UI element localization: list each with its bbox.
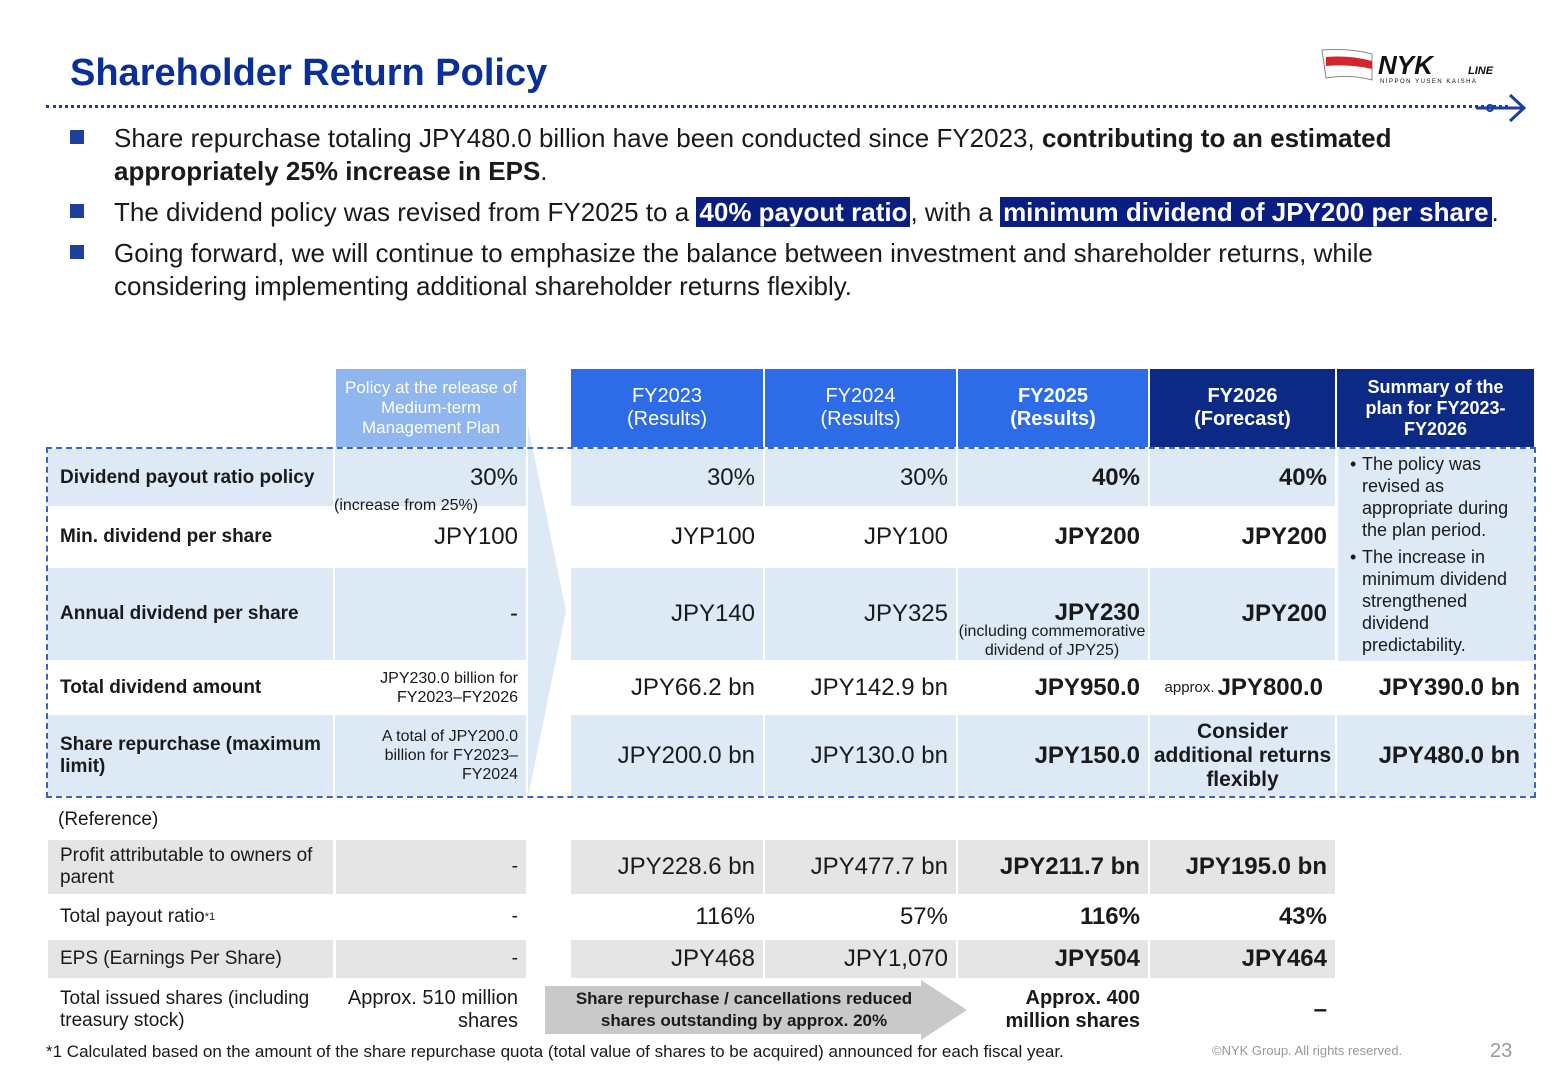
ref-payout-fy2023: 116% [695, 903, 755, 930]
ref-eps-policy: - [511, 948, 518, 969]
row-total-summary: JPY390.0 bn [1378, 673, 1520, 701]
ref-payout-fy2024: 57% [899, 903, 948, 930]
bullet-2-post: . [1491, 197, 1499, 227]
logo-brand: NYK [1378, 50, 1433, 80]
title-divider [46, 105, 1508, 108]
ref-payout-fy2026: 43% [1278, 903, 1327, 930]
row-mindiv-fy2026: JPY200 [1241, 523, 1327, 550]
row-payout-fy2023: 30% [706, 463, 755, 491]
ref-profit-fy2023: JPY228.6 bn [617, 853, 755, 880]
row-total-fy2026-prefix: approx. [1164, 679, 1215, 696]
row-annual-fy2025: JPY230 [1054, 599, 1140, 626]
ref-eps-fy2024: JPY1,070 [843, 945, 948, 972]
row-annual-fy2025-note: (including commemorative dividend of JPY25) [958, 623, 1146, 659]
header-fy2025-label: FY2025 [1017, 385, 1089, 407]
bullet-square-icon [70, 204, 84, 218]
ref-payout-label [48, 897, 333, 937]
ref-eps-fy2023: JPY468 [670, 945, 755, 972]
row-total-fy2026-value: JPY800.0 [1217, 673, 1323, 701]
row-total-fy2024: JPY142.9 bn [810, 673, 948, 701]
header-fy2026-label: FY2026 [1207, 385, 1278, 407]
header-summary: Summary of the plan for FY2023-FY2026 [1337, 369, 1534, 447]
bullet-3-text: Going forward, we will continue to emphasize the balance between investment and shareholder returns, while considering implementing additional shareholder returns flexibly. [114, 238, 1373, 301]
page-title: Shareholder Return Policy [70, 52, 548, 94]
header-fy2025-sub: (Results) [1010, 408, 1096, 430]
page-number: 23 [1490, 1040, 1513, 1062]
row-annual-fy2024: JPY325 [863, 600, 948, 627]
ref-eps-label: EPS (Earnings Per Share) [60, 948, 282, 969]
bullet-square-icon [70, 245, 84, 259]
header-fy2026 [1150, 369, 1335, 447]
row-payout-fy2026: 40% [1278, 463, 1327, 491]
row-total-fy2025: JPY950.0 [1034, 673, 1140, 701]
ref-profit-label: Profit attributable to owners of parent [60, 845, 313, 888]
ref-shares-arrow-text: Share repurchase / cancellations reduced shares outstanding by approx. 20% [575, 989, 913, 1030]
logo-line: LINE [1468, 65, 1494, 77]
row-total-policy: JPY230.0 billion for FY2023–FY2026 [380, 669, 518, 706]
header-fy2025 [958, 369, 1148, 447]
bullet-1-post: . [540, 156, 548, 186]
row-payout-policy: 30% [469, 463, 518, 491]
bullet-2 [70, 196, 1510, 229]
header-fy2023-sub: (Results) [626, 408, 707, 430]
arrow-right-icon [1474, 93, 1528, 123]
ref-payout-footnote-mark: *1 [204, 911, 216, 923]
bullet-list [70, 122, 1510, 311]
row-payout-policy-note: (increase from 25%) [334, 496, 479, 514]
row-annual-label: Annual dividend per share [60, 603, 299, 624]
ref-profit-fy2026: JPY195.0 bn [1185, 853, 1327, 880]
bullet-2-mid: , with a [910, 197, 1001, 227]
ref-shares-fy2026: – [1313, 996, 1327, 1023]
header-fy2024 [765, 369, 956, 447]
row-repurchase-policy: A total of JPY200.0 billion for FY2023–FY2024 [381, 728, 518, 783]
row-payout-fy2025: 40% [1091, 463, 1140, 491]
row-payout-fy2024: 30% [899, 463, 948, 491]
ref-payout-label-text: Total payout ratio [60, 906, 205, 927]
reference-label: (Reference) [58, 809, 159, 830]
row-mindiv-policy: JPY100 [433, 523, 518, 550]
row-payout-label: Dividend payout ratio policy [60, 466, 315, 488]
ref-payout-fy2025: 116% [1079, 903, 1140, 930]
bullet-1-bold: contributing to an estimated appropriately 25% increase in EPS [114, 123, 1392, 186]
ref-shares-label: Total issued shares (including treasury stock) [60, 988, 310, 1031]
header-policy: Policy at the release of Medium-term Management Plan [336, 369, 526, 447]
row-mindiv-label: Min. dividend per share [60, 526, 273, 547]
header-fy2024-sub: (Results) [820, 408, 901, 430]
bullet-1-text: Share repurchase totaling JPY480.0 billion have been conducted since FY2023, [114, 123, 1042, 153]
ref-profit-policy: - [511, 856, 518, 877]
summary-notes [1338, 449, 1534, 661]
ref-payout-policy: - [511, 906, 518, 927]
ref-profit-fy2025: JPY211.7 bn [999, 853, 1140, 880]
row-repurchase-fy2025: JPY150.0 [1034, 741, 1140, 769]
min-dividend-highlight: minimum dividend of JPY200 per share [1000, 197, 1491, 227]
row-annual-fy2023: JPY140 [670, 600, 755, 627]
payout-ratio-highlight: 40% payout ratio [696, 197, 910, 227]
bullet-3 [70, 237, 1510, 303]
summary-point: • The increase in minimum dividend strengthened dividend predictability. [1350, 546, 1528, 656]
ref-profit-fy2024: JPY477.7 bn [810, 853, 948, 880]
summary-point: • The policy was revised as appropriate during the plan period. [1350, 453, 1528, 541]
ref-eps-fy2025: JPY504 [1054, 945, 1140, 972]
header-fy2023-label: FY2023 [631, 385, 703, 407]
ref-shares-policy: Approx. 510 million shares [347, 987, 518, 1032]
bullet-square-icon [70, 130, 84, 144]
row-mindiv-fy2023: JYP100 [670, 523, 755, 550]
nyk-logo [1320, 46, 1510, 86]
row-repurchase-fy2026: Consider additional returns flexibly [1153, 719, 1332, 791]
footnote: *1 Calculated based on the amount of the share repurchase quota (total value of shares to be acquired) announced for each fiscal year. [46, 1042, 1064, 1061]
bullet-2-text: The dividend policy was revised from FY2025 to a [114, 197, 697, 227]
row-repurchase-label: Share repurchase (maximum limit) [60, 733, 321, 777]
logo-sub: NIPPON YUSEN KAISHA [1380, 79, 1478, 85]
row-total-label: Total dividend amount [60, 676, 262, 698]
row-repurchase-fy2023: JPY200.0 bn [617, 741, 755, 769]
row-total-fy2026 [1150, 662, 1335, 713]
row-total-fy2023: JPY66.2 bn [630, 673, 755, 701]
row-repurchase-summary: JPY480.0 bn [1378, 741, 1520, 769]
header-fy2023 [571, 369, 763, 447]
row-repurchase-fy2024: JPY130.0 bn [810, 741, 948, 769]
row-mindiv-fy2025: JPY200 [1054, 523, 1140, 550]
bullet-1 [70, 122, 1510, 188]
header-fy2026-sub: (Forecast) [1194, 408, 1291, 430]
ref-eps-fy2026: JPY464 [1241, 945, 1327, 972]
row-annual-policy: - [510, 600, 518, 627]
row-annual-fy2026: JPY200 [1241, 600, 1327, 627]
copyright: ©NYK Group. All rights reserved. [1212, 1043, 1403, 1058]
ref-shares-fy2025: Approx. 400 million shares [1005, 987, 1140, 1032]
row-mindiv-fy2024: JPY100 [863, 523, 948, 550]
header-fy2024-label: FY2024 [825, 385, 896, 407]
